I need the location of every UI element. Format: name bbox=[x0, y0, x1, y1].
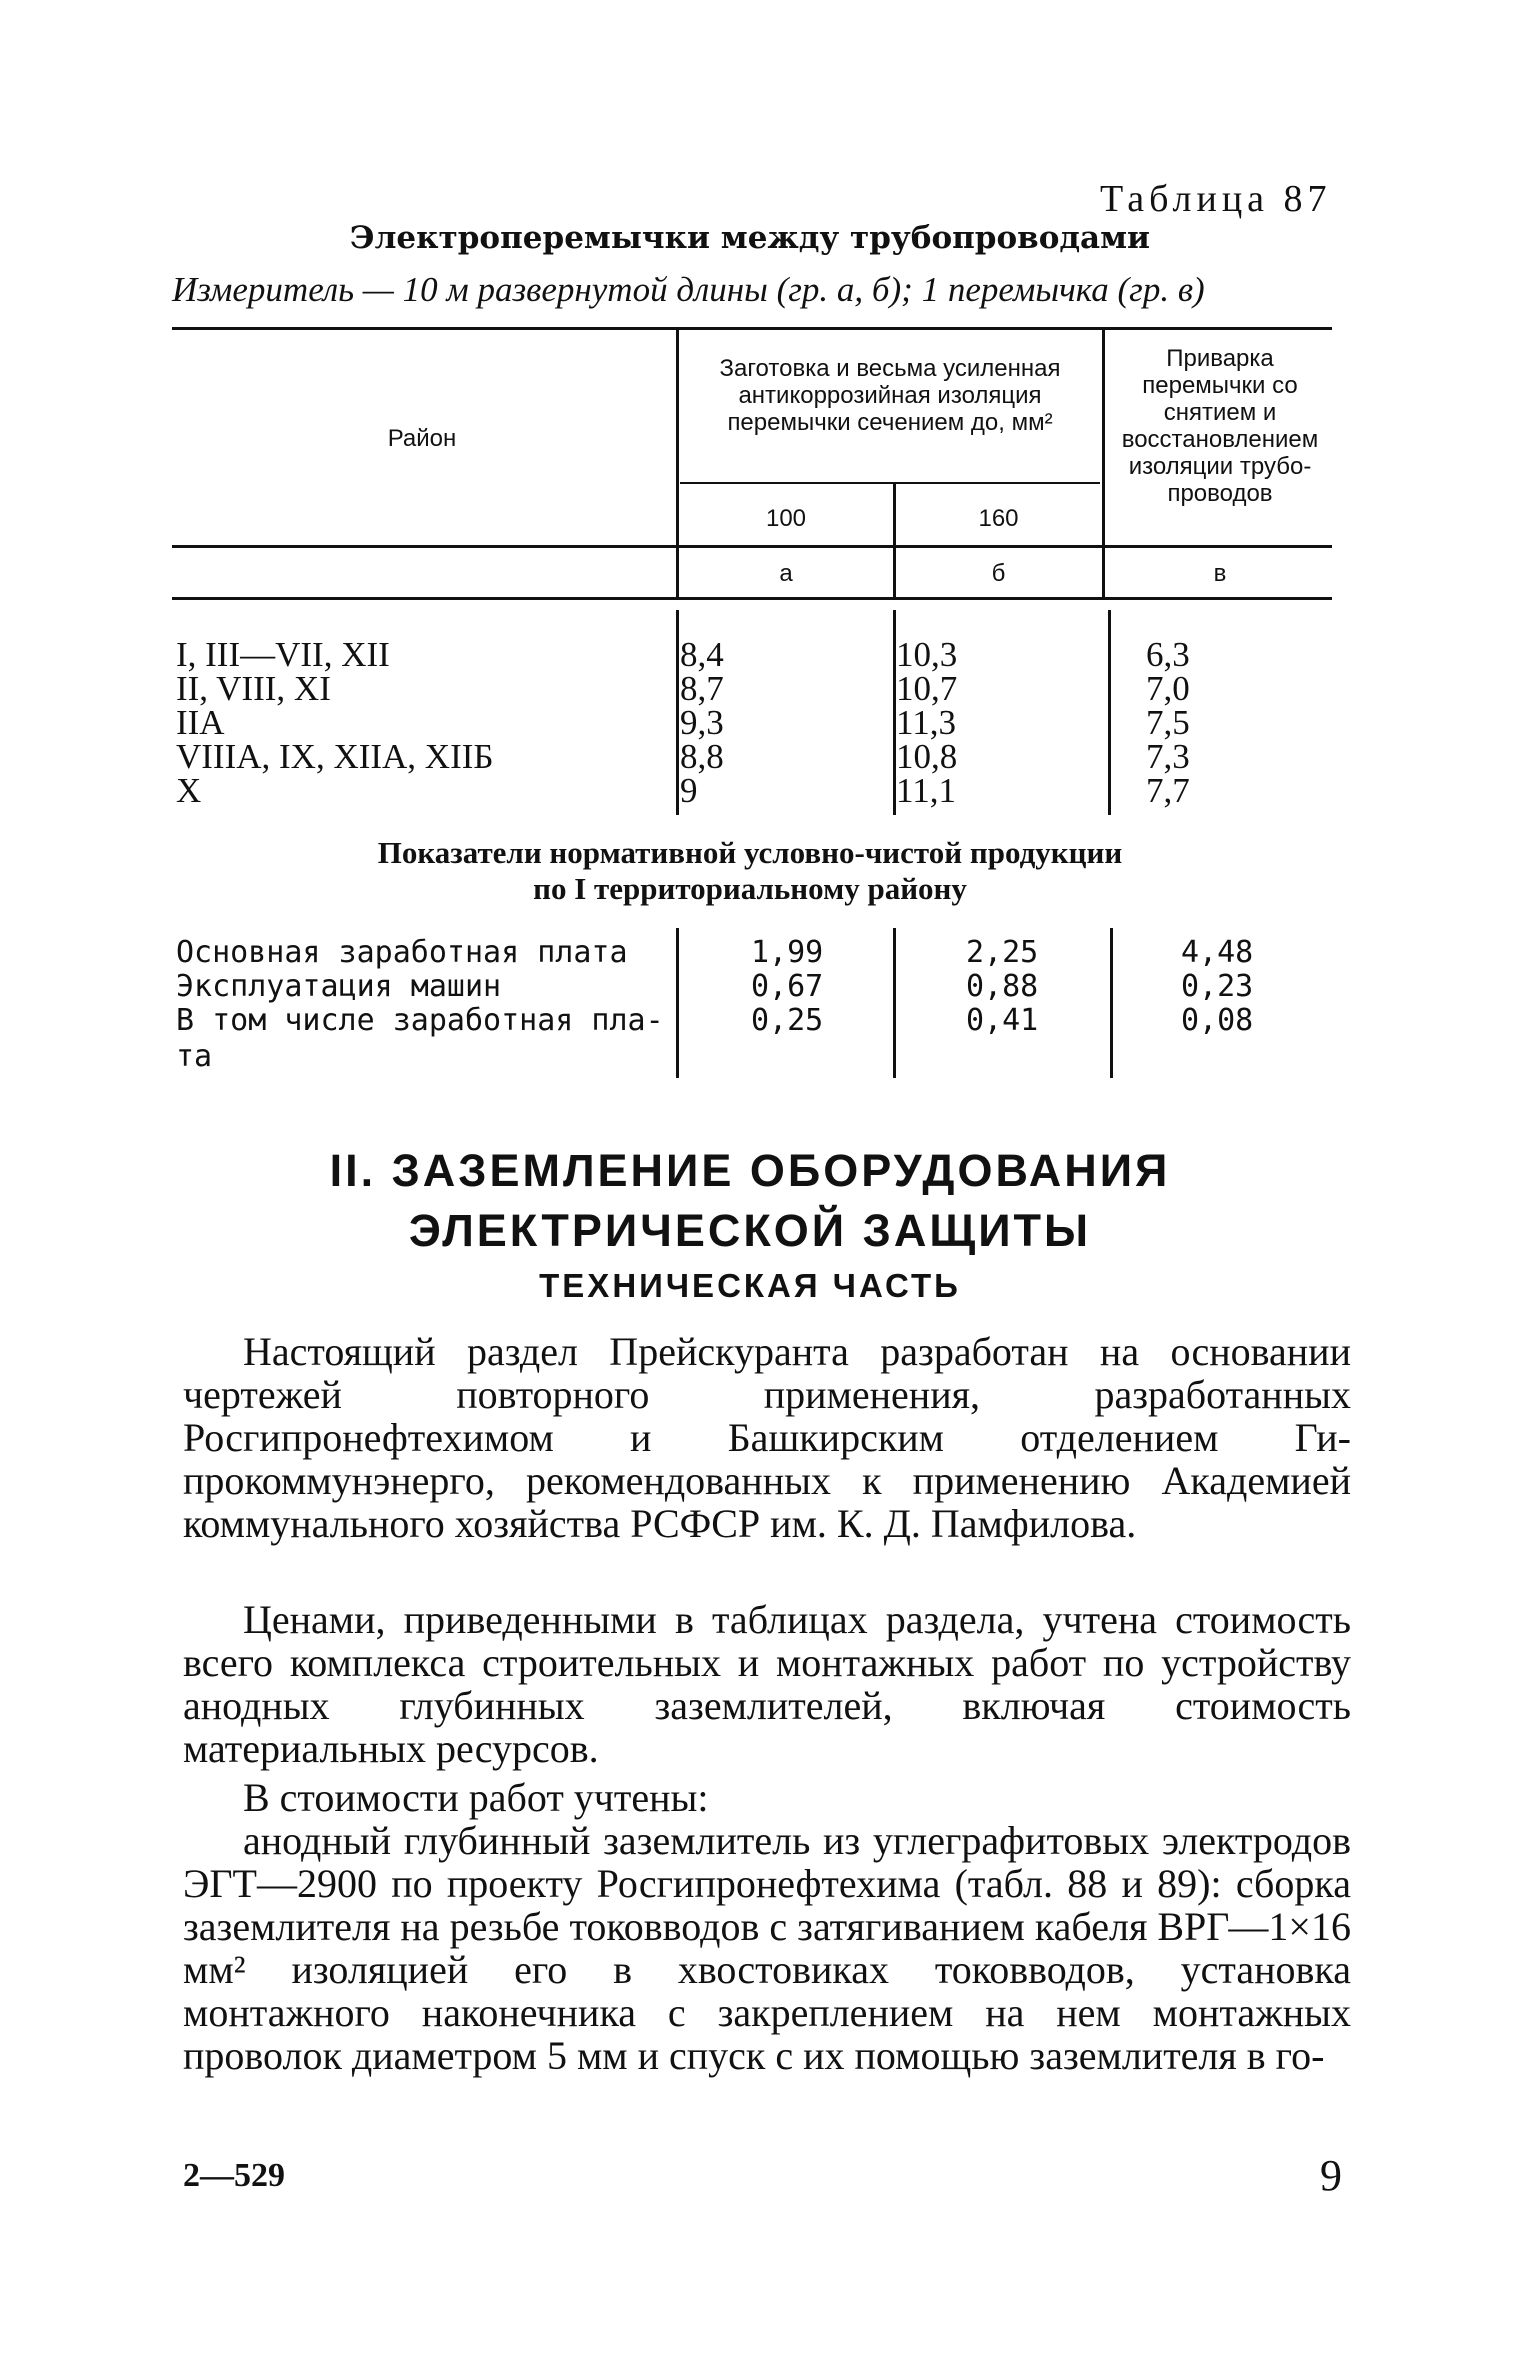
cell-b: 10,3 bbox=[896, 635, 958, 674]
paragraph-1-text: Настоящий раздел Прейскуранта разработан на основании чертежей повторного применения, разработанных Росгипронефтехимом и Башкирским отделением Гипрокоммунэнерго, рекомендованных к применению Академией коммунального хозяйства РСФСР им. К. Д. Памфилова. bbox=[183, 1329, 1351, 1546]
footer-signature: 2—529 bbox=[183, 2157, 285, 2194]
col-sep-1-header bbox=[676, 330, 679, 598]
table-top-rule bbox=[172, 327, 1332, 330]
header-rule bbox=[172, 545, 1332, 548]
paragraph-2 bbox=[183, 1598, 1351, 1770]
paragraph-1 bbox=[183, 1330, 1351, 1545]
indicator-row bbox=[176, 969, 1336, 1003]
paragraph-2-text: Ценами, приведенными в таблицах раздела, учтена стоимость всего комплекса строительных и монтажных работ по устройству анодных глубинных заземлителей, включая стоимость материальных ресурсов. bbox=[183, 1597, 1351, 1771]
cell-c: 6,3 bbox=[1146, 635, 1190, 674]
cell-a: 8,4 bbox=[680, 635, 724, 674]
cell-b: 10,7 bbox=[896, 669, 958, 708]
indicator-a: 0,67 bbox=[751, 969, 824, 1004]
cell-b: 11,1 bbox=[896, 771, 956, 810]
indicator-a: 1,99 bbox=[751, 935, 824, 970]
cell-c: 7,0 bbox=[1146, 669, 1190, 708]
table-row bbox=[176, 703, 1336, 742]
indicator-c: 0,08 bbox=[1181, 1003, 1254, 1038]
cell-a: 9,3 bbox=[680, 703, 724, 742]
indicator-label-line-2: та bbox=[176, 1039, 213, 1074]
cell-district: IIA bbox=[176, 703, 225, 742]
cell-district: VIIIA, IX, XIIA, XIIБ bbox=[176, 737, 494, 776]
indicator-a: 0,25 bbox=[751, 1003, 824, 1038]
cell-c: 7,7 bbox=[1146, 771, 1190, 810]
header-district: Район bbox=[387, 425, 457, 452]
paragraph-3-text: В стоимости работ учтены: bbox=[243, 1775, 709, 1820]
col-sep-3-header bbox=[1102, 330, 1105, 598]
indicator-b: 0,41 bbox=[966, 1003, 1039, 1038]
table-measure: Измеритель — 10 м развернутой длины (гр. а, б); 1 перемычка (гр. в) bbox=[172, 270, 1205, 309]
table-row bbox=[176, 771, 1336, 810]
header-letter-c: в bbox=[1213, 560, 1227, 587]
indicator-label-line-1: В том числе заработная пла- bbox=[176, 1003, 664, 1038]
header-col-160: 160 bbox=[978, 505, 1019, 532]
cell-a: 8,7 bbox=[680, 669, 724, 708]
paragraph-4-text: анодный глубинный заземлитель из углеграфитовых электродов ЭГТ—2900 по проекту Росгипронефтехима (табл. 88 и 89): сборка заземлителя на резьбе токовводов с затягиванием кабеля ВРГ—1×16 мм² изоляцией его в хвостовиках токовводов, установка монтажного наконечника с закреплением на нем монтажных проволок диаметром 5 мм и спуск с их помощью заземлителя в го- bbox=[183, 1818, 1351, 2078]
header-letter-b: б bbox=[991, 560, 1006, 587]
header-letter-a: а bbox=[779, 560, 793, 587]
indicator-label bbox=[176, 1003, 666, 1075]
indicators-title-1: Показатели нормативной условно-чистой продукции bbox=[377, 835, 1123, 870]
table-title: Электроперемычки между трубопроводами bbox=[349, 220, 1151, 256]
cell-district: II, VIII, XI bbox=[176, 669, 331, 708]
indicators-title-2: по I территориальному району bbox=[533, 871, 967, 906]
indicator-label-line-1: Эксплуатация машин bbox=[176, 969, 502, 1004]
indicator-label bbox=[176, 935, 666, 971]
indicator-b: 2,25 bbox=[966, 935, 1039, 970]
paragraph-4 bbox=[183, 1819, 1351, 2077]
indicator-c: 4,48 bbox=[1181, 935, 1254, 970]
cell-a: 8,8 bbox=[680, 737, 724, 776]
indicators-body bbox=[176, 935, 1336, 1075]
cell-district: I, III—VII, XII bbox=[176, 635, 390, 674]
header-group-c: Приварка перемычки со снятием и восстановлением изоляции трубопроводов bbox=[1121, 345, 1319, 507]
indicator-b: 0,88 bbox=[966, 969, 1039, 1004]
indicator-label-line-1: Основная заработная плата bbox=[176, 935, 628, 970]
table-body bbox=[176, 635, 1336, 810]
cell-b: 10,8 bbox=[896, 737, 958, 776]
cell-a: 9 bbox=[680, 771, 698, 810]
letters-rule bbox=[172, 597, 1332, 600]
table-row bbox=[176, 669, 1336, 708]
table-row bbox=[176, 635, 1336, 674]
section-title-1: II. ЗАЗЕМЛЕНИЕ ОБОРУДОВАНИЯ bbox=[329, 1145, 1171, 1196]
indicator-label bbox=[176, 969, 666, 1005]
section-title-2: ЭЛЕКТРИЧЕСКОЙ ЗАЩИТЫ bbox=[408, 1205, 1092, 1256]
header-sub-rule bbox=[680, 482, 1100, 484]
indicator-c: 0,23 bbox=[1181, 969, 1254, 1004]
paragraph-3 bbox=[183, 1776, 1351, 1819]
cell-c: 7,3 bbox=[1146, 737, 1190, 776]
indicator-row bbox=[176, 935, 1336, 969]
header-col-100: 100 bbox=[765, 505, 807, 532]
table-row bbox=[176, 737, 1336, 776]
table-number: Таблица 87 bbox=[1100, 178, 1332, 220]
section-part: ТЕХНИЧЕСКАЯ ЧАСТЬ bbox=[539, 1267, 961, 1304]
indicator-row bbox=[176, 1003, 1336, 1075]
cell-b: 11,3 bbox=[896, 703, 956, 742]
cell-district: X bbox=[176, 771, 202, 810]
cell-c: 7,5 bbox=[1146, 703, 1190, 742]
header-group-ab: Заготовка и весьма усиленная антикоррозийная изоляция перемычки сечением до, мм² bbox=[719, 355, 1061, 436]
page-number: 9 bbox=[1320, 2151, 1342, 2200]
